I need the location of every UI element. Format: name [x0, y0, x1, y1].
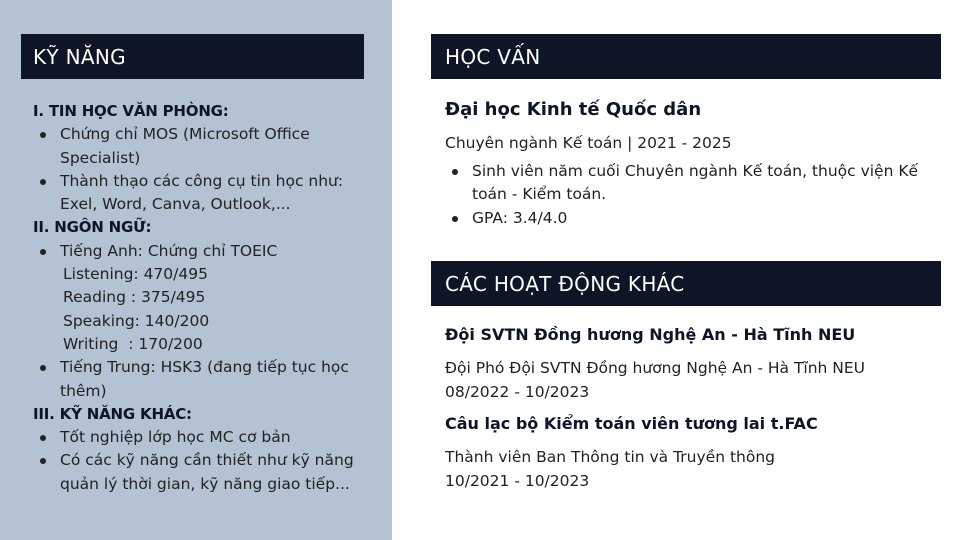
activity-org: Đội SVTN Đồng hương Nghệ An - Hà Tĩnh NEU [445, 325, 856, 344]
activity-role: Đội Phó Đội SVTN Đồng hương Nghệ An - Hà Tĩnh NEU [445, 359, 866, 377]
list-item: GPA: 3.4/4.0 [472, 207, 935, 231]
education-content [445, 96, 935, 230]
office-skills-title: I. TIN HỌC VĂN PHÒNG: [33, 102, 229, 120]
activities-content [445, 323, 935, 493]
toeic-reading: Reading : 375/495 [63, 288, 206, 307]
education-list [445, 160, 935, 231]
list-item: Tiếng Trung: HSK3 (đang tiếp tục học thêm) [60, 356, 363, 403]
list-item: Sinh viên năm cuối Chuyên ngành Kế toán, thuộc viện Kế toán - Kiểm toán. [472, 160, 935, 207]
language-list [33, 240, 363, 403]
list-item: Có các kỹ năng cần thiết như kỹ năng quản lý thời gian, kỹ năng giao tiếp... [60, 449, 363, 496]
office-skills-list [33, 123, 363, 216]
activity-role: Thành viên Ban Thông tin và Truyền thông [445, 448, 776, 466]
toeic-listening: Listening: 470/495 [63, 265, 208, 284]
list-item [60, 240, 363, 356]
toeic-writing: Writing : 170/200 [63, 334, 203, 353]
list-item: Thành thạo các công cụ tin học như: Exel, Word, Canva, Outlook,... [60, 170, 363, 217]
education-header: HỌC VẤN [431, 34, 941, 79]
other-skills-title: III. KỸ NĂNG KHÁC: [33, 404, 192, 423]
activity-period: 08/2022 - 10/2023 [445, 382, 590, 401]
major-line: Chuyên ngành Kế toán | 2021 - 2025 [445, 134, 732, 152]
list-item: Tốt nghiệp lớp học MC cơ bản [60, 426, 363, 449]
toeic-speaking: Speaking: 140/200 [63, 311, 210, 330]
skills-content [33, 100, 363, 496]
school-name: Đại học Kinh tế Quốc dân [445, 99, 702, 120]
activity-period: 10/2021 - 10/2023 [445, 471, 590, 490]
activity-org: Câu lạc bộ Kiểm toán viên tương lai t.FAC [445, 414, 818, 433]
other-skills-list [33, 426, 363, 496]
english-cert: Tiếng Anh: Chứng chỉ TOEIC [60, 241, 278, 260]
list-item: Chứng chỉ MOS (Microsoft Office Specialist) [60, 123, 363, 170]
language-title: II. NGÔN NGỮ: [33, 218, 152, 237]
skills-header: KỸ NĂNG [21, 34, 364, 79]
activities-header: CÁC HOẠT ĐỘNG KHÁC [431, 261, 941, 306]
